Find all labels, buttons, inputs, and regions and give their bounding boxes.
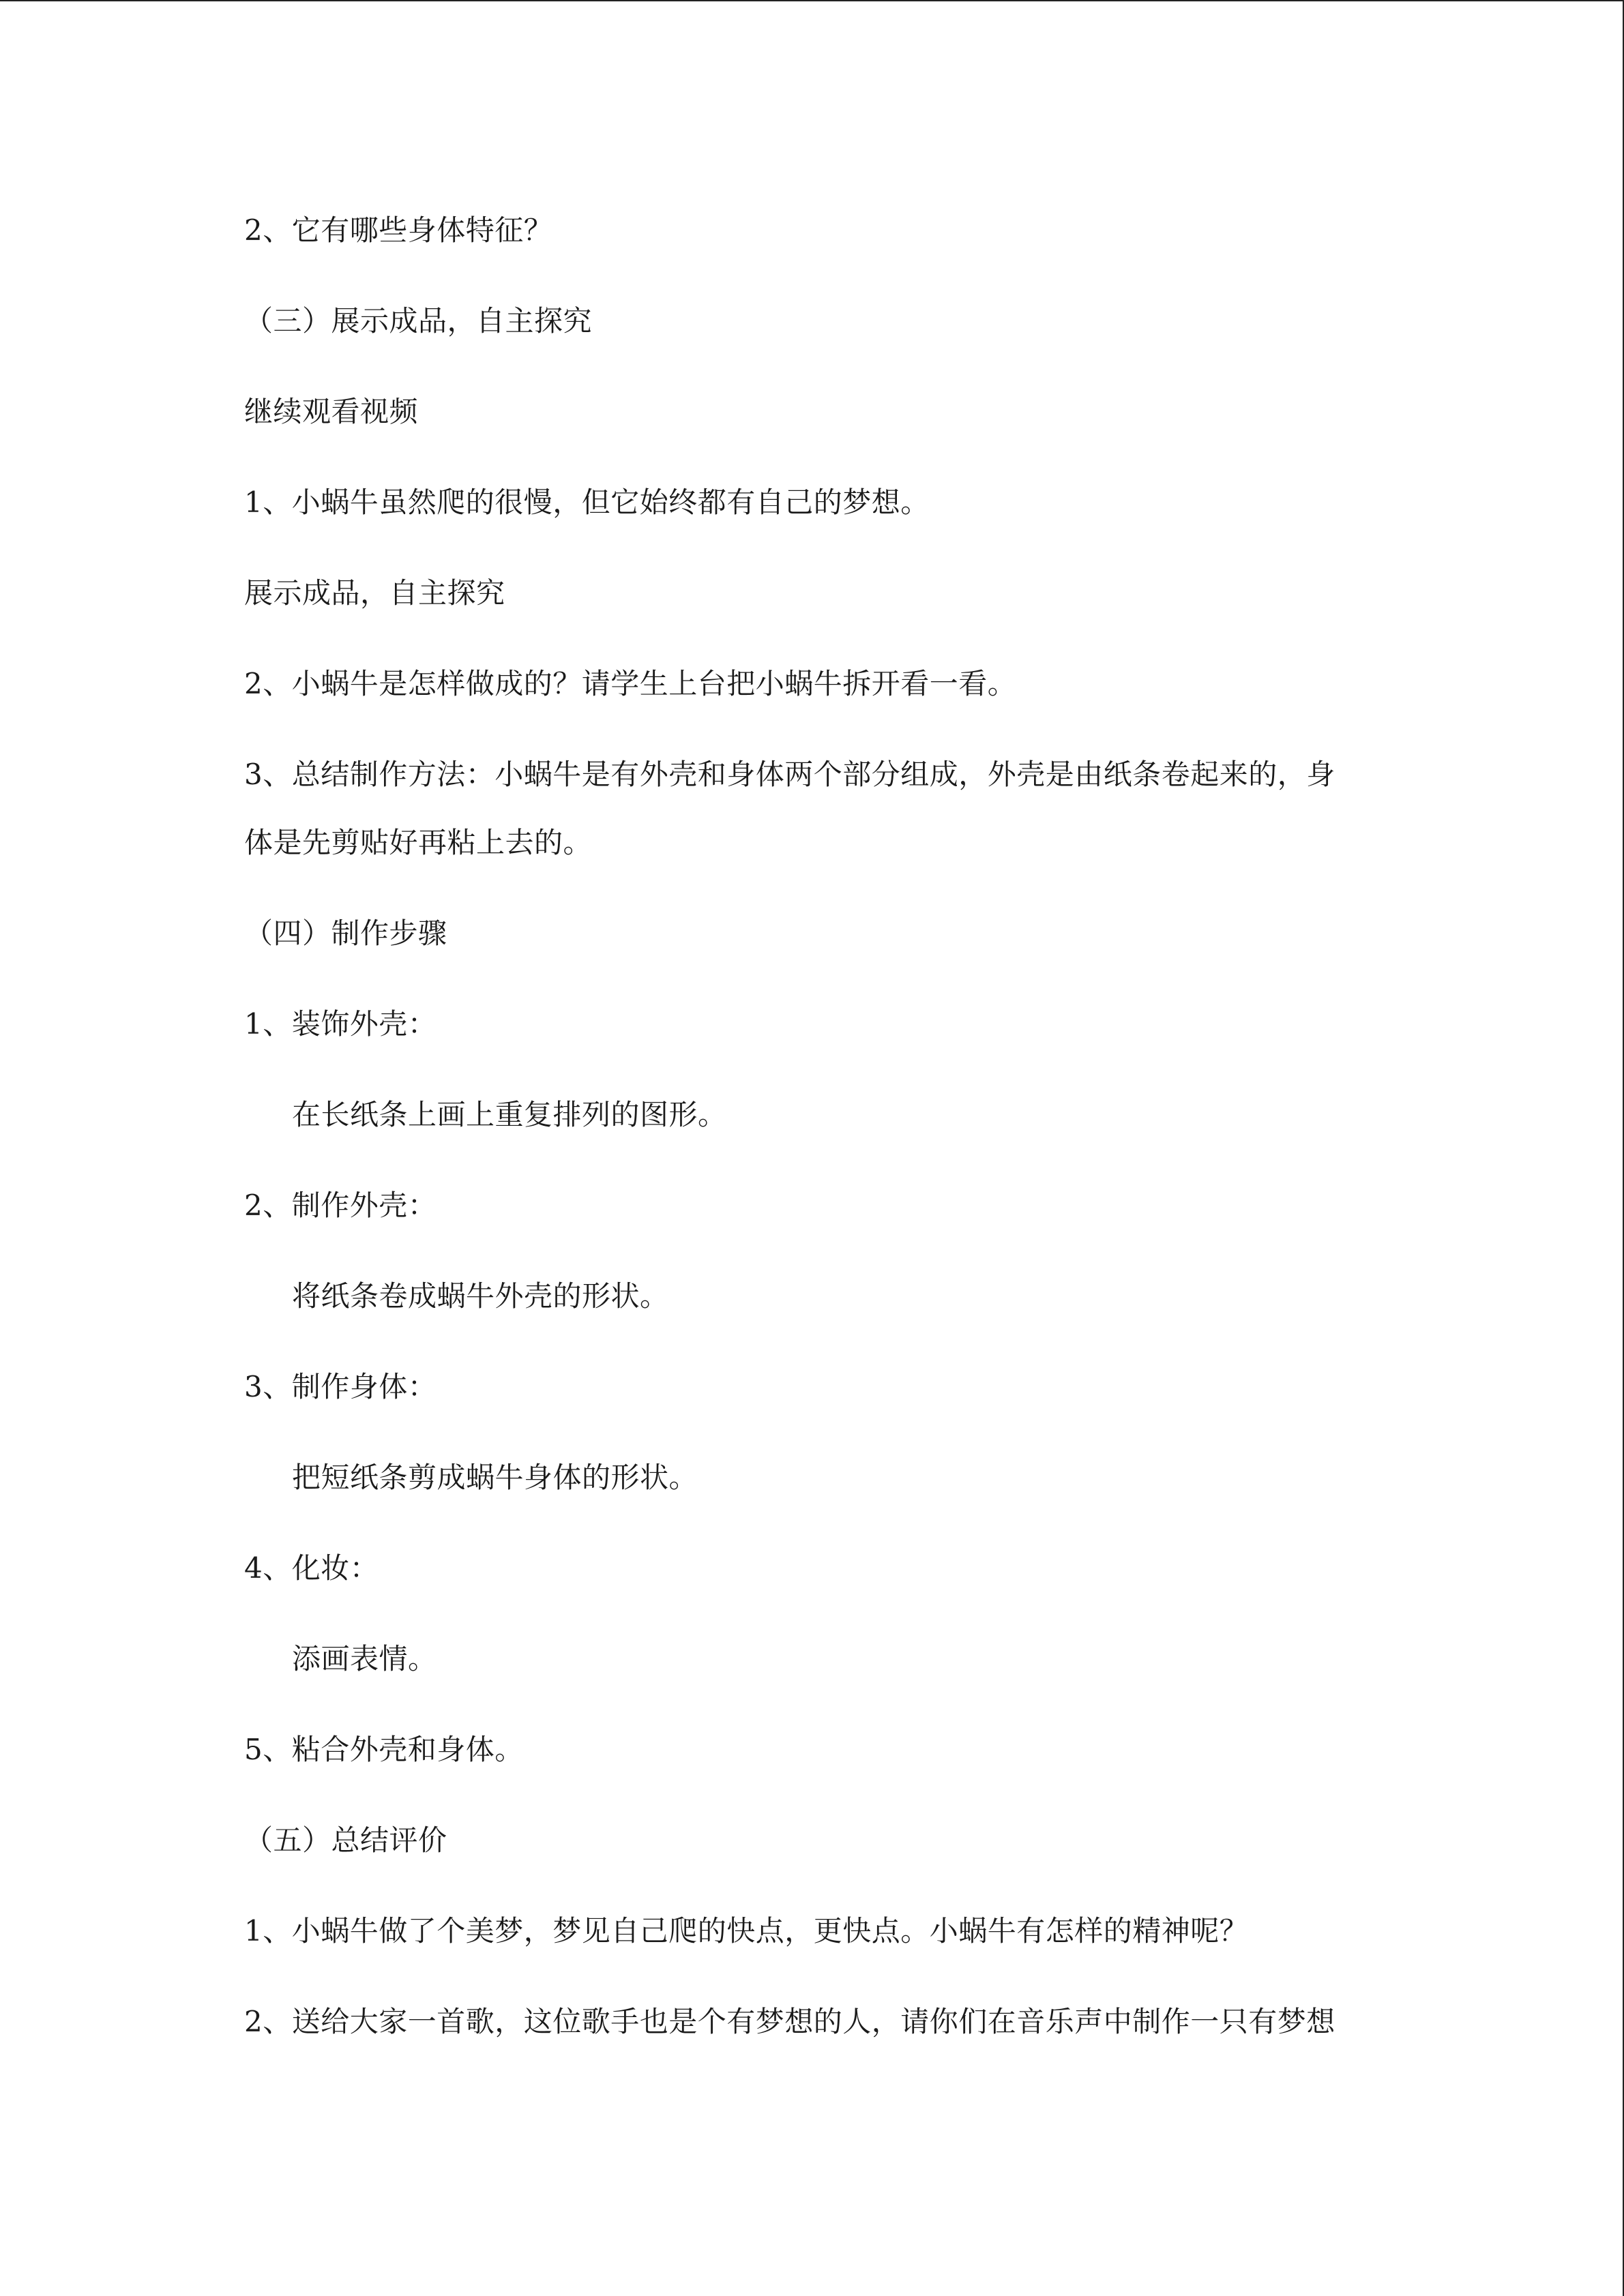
item-1-snail-dream: 1、小蜗牛虽然爬的很慢，但它始终都有自己的梦想。: [244, 486, 930, 519]
item-3-summary-method-cont: 体是先剪贴好再粘上去的。: [244, 826, 593, 859]
section-5-heading: （五）总结评价: [244, 1823, 447, 1857]
step-5-combine: 5、粘合外壳和身体。: [244, 1733, 524, 1766]
step-3-make-body: 3、制作身体：: [244, 1370, 437, 1403]
step-1-decorate-shell: 1、装饰外壳：: [244, 1007, 437, 1041]
section-3-heading: （三）展示成品，自主探究: [244, 304, 593, 338]
step-1-detail: 在长纸条上画上重复排列的图形。: [292, 1098, 727, 1131]
step-2-make-shell: 2、制作外壳：: [244, 1189, 437, 1222]
step-2-detail: 将纸条卷成蜗牛外壳的形状。: [292, 1279, 669, 1313]
item-3-summary-method: 3、总结制作方法：小蜗牛是有外壳和身体两个部分组成，外壳是由纸条卷起来的，身: [244, 758, 1335, 791]
evaluation-item-2: 2、送给大家一首歌，这位歌手也是个有梦想的人，请你们在音乐声中制作一只有梦想: [244, 2005, 1335, 2038]
item-2-how-made: 2、小蜗牛是怎样做成的？请学生上台把小蜗牛拆开看一看。: [244, 667, 1017, 700]
step-4-makeup: 4、化妆：: [244, 1551, 379, 1585]
section-4-heading: （四）制作步骤: [244, 916, 447, 950]
evaluation-item-1: 1、小蜗牛做了个美梦，梦见自己爬的快点，更快点。小蜗牛有怎样的精神呢？: [244, 1914, 1249, 1948]
step-4-detail: 添画表情。: [292, 1642, 437, 1675]
paragraph-show-products: 展示成品，自主探究: [244, 576, 505, 610]
question-2-body-features: 2、它有哪些身体特征？: [244, 213, 553, 247]
step-3-detail: 把短纸条剪成蜗牛身体的形状。: [292, 1461, 698, 1494]
paragraph-continue-video: 继续观看视频: [244, 395, 419, 428]
